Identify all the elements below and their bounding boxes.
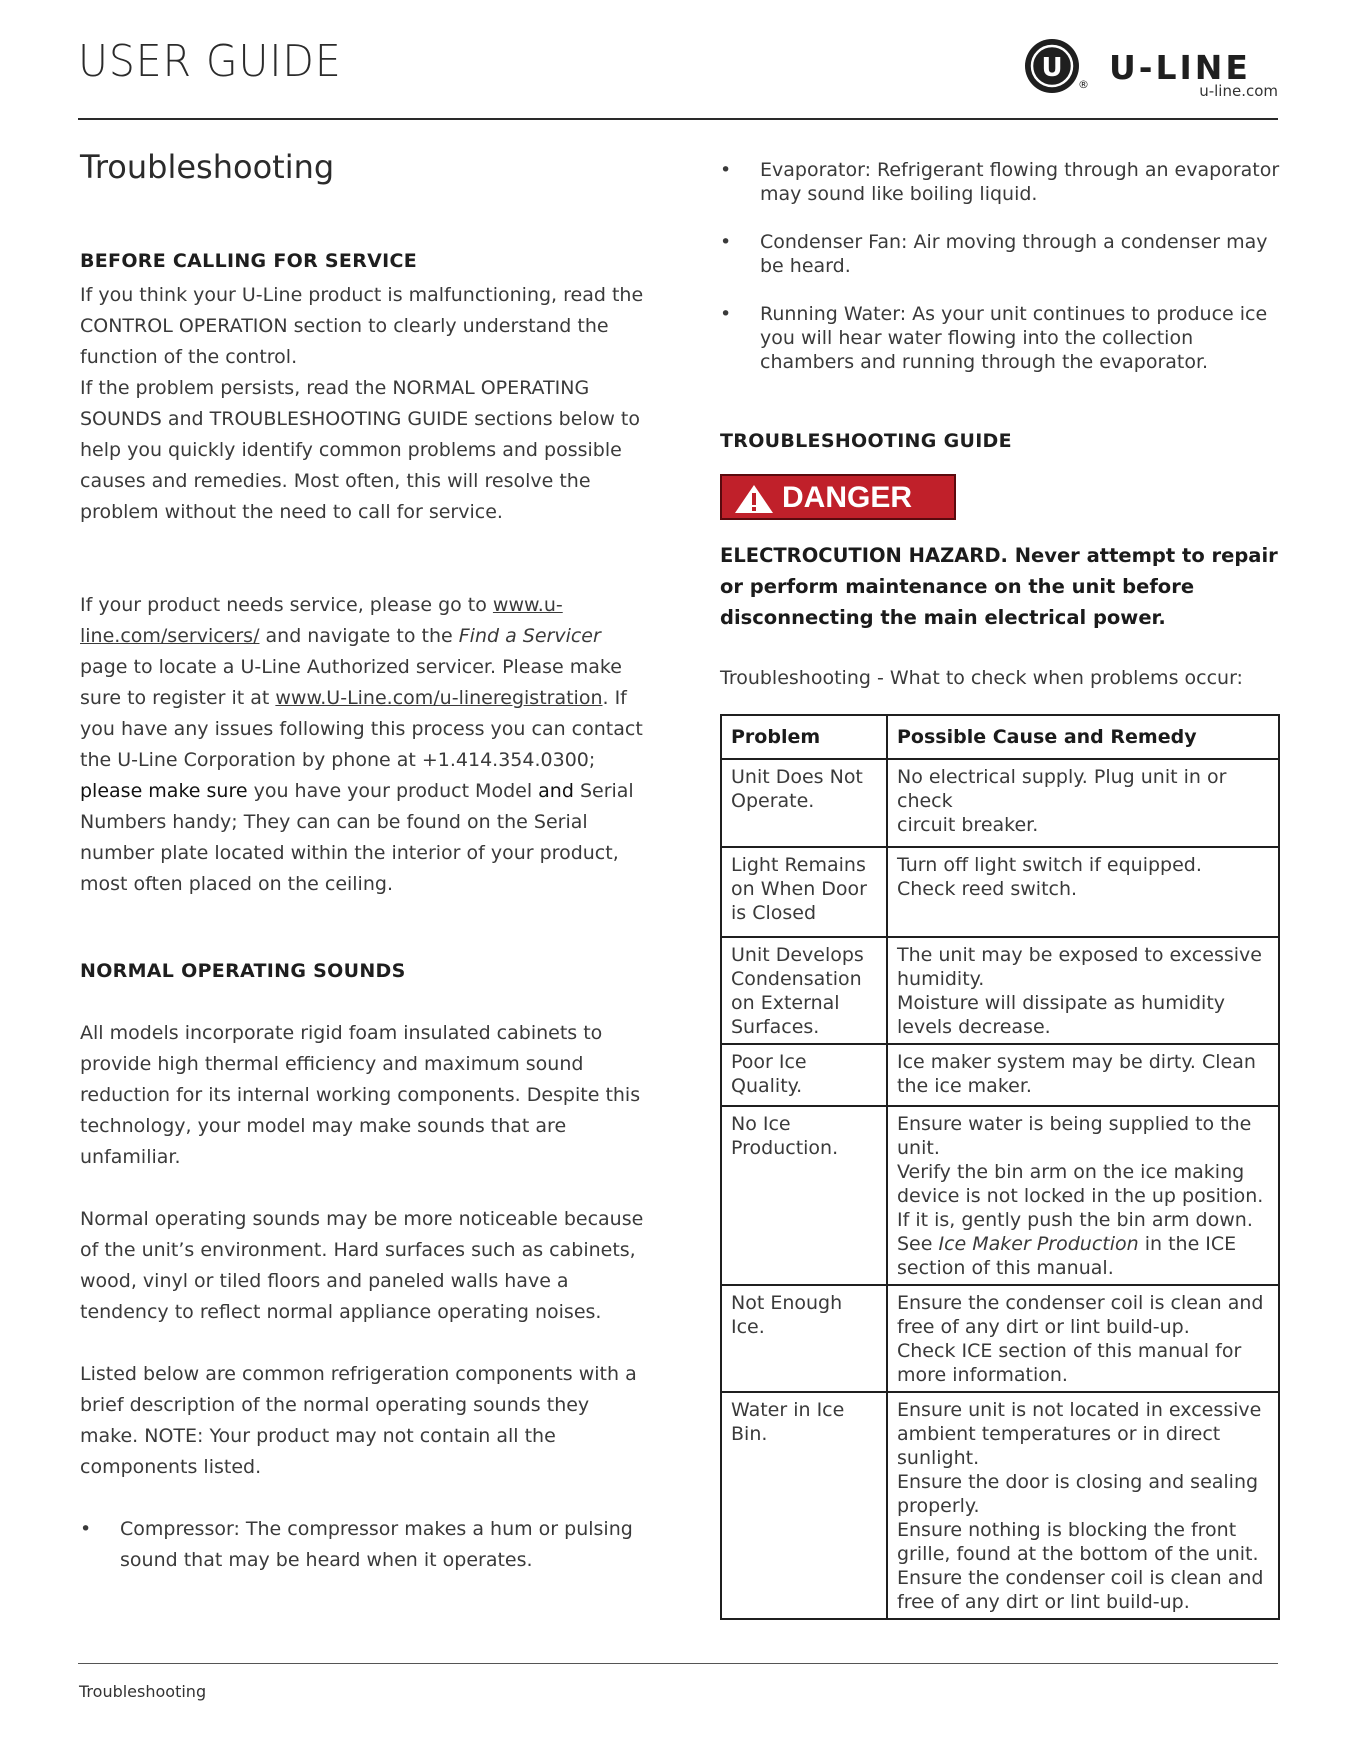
brand-logo bbox=[1024, 36, 1278, 106]
problem-cell: Poor Ice Quality. bbox=[721, 1044, 887, 1106]
table-row bbox=[721, 1392, 1279, 1619]
sounds-para-3: Listed below are common refrigeration components with a brief description of the normal operating sounds they make. NOTE: Your product may not contain all the components listed. bbox=[80, 1363, 637, 1478]
left-column bbox=[80, 148, 650, 1576]
guide-intro: Troubleshooting - What to check when problems occur: bbox=[720, 667, 1243, 689]
footer-divider bbox=[78, 1663, 1278, 1664]
sounds-para-1: All models incorporate rigid foam insulated cabinets to provide high thermal efficiency and maximum sound reduction for its internal working components. Despite this technology, your model may make sounds that are unfamiliar. bbox=[80, 1022, 641, 1168]
hazard-warning: ELECTROCUTION HAZARD. Never attempt to repair or perform maintenance on the unit before disconnecting the main electrical power. bbox=[720, 544, 1278, 629]
remedy-cell: Ensure unit is not located in excessive ambient temperatures or in direct sunlight. Ensure the door is closing and sealing properly. Ensure nothing is blocking the front grille, found at the bottom of the unit. Ensure the condenser coil is clean and free of any dirt or lint build-up. bbox=[887, 1392, 1279, 1619]
danger-text: DANGER bbox=[782, 481, 913, 514]
page-title: Troubleshooting bbox=[80, 148, 335, 186]
bullet-icon: • bbox=[720, 231, 732, 253]
before-service-para-1: If you think your U-Line product is malfunctioning, read the CONTROL OPERATION section to clearly understand the function of the control. bbox=[80, 284, 644, 368]
remedy-cell: Turn off light switch if equipped. Check reed switch. bbox=[887, 847, 1279, 937]
problem-cell: Not Enough Ice. bbox=[721, 1285, 887, 1392]
list-item: • Running Water: As your unit continues to produce ice you will hear water flowing into the collection chambers and running through the evaporator. bbox=[720, 303, 1268, 373]
problem-cell: Unit Does Not Operate. bbox=[721, 759, 887, 847]
sounds-heading: NORMAL OPERATING SOUNDS bbox=[80, 960, 406, 982]
table-row bbox=[721, 759, 1279, 847]
remedy-cell: Ensure the condenser coil is clean and free of any dirt or lint build-up. Check ICE section of this manual for more information. bbox=[887, 1285, 1279, 1392]
right-column bbox=[720, 158, 1280, 1620]
brand-url: u-line.com bbox=[1199, 82, 1278, 100]
troubleshooting-table bbox=[720, 714, 1280, 1620]
guide-heading: TROUBLESHOOTING GUIDE bbox=[720, 430, 1012, 452]
table-header-row bbox=[721, 715, 1279, 759]
before-service-heading: BEFORE CALLING FOR SERVICE bbox=[80, 250, 418, 272]
footer-label: Troubleshooting bbox=[79, 1682, 207, 1701]
registered-mark: ® bbox=[1078, 78, 1089, 91]
before-service-para-2: If the problem persists, read the NORMAL OPERATING SOUNDS and TROUBLESHOOTING GUIDE sections below to help you quickly identify common problems and possible causes and remedies. Most often, this will resolve the problem without the need to call for service. bbox=[80, 377, 640, 523]
list-item: • Evaporator: Refrigerant flowing through an evaporator may sound like boiling liquid. bbox=[720, 159, 1280, 205]
column-header-problem: Problem bbox=[721, 715, 887, 759]
column-header-remedy: Possible Cause and Remedy bbox=[887, 715, 1279, 759]
bullet-icon: • bbox=[720, 159, 732, 181]
registration-link[interactable]: www.U-Line.com/u-lineregistration bbox=[275, 687, 603, 709]
problem-cell: Light Remains on When Door is Closed bbox=[721, 847, 887, 937]
table-row bbox=[721, 1044, 1279, 1106]
u-line-logo-icon bbox=[1024, 38, 1080, 94]
bullet-icon: • bbox=[80, 1518, 92, 1540]
remedy-cell: No electrical supply. Plug unit in or check circuit breaker. bbox=[887, 759, 1279, 847]
sounds-para-2: Normal operating sounds may be more noticeable because of the unit’s environment. Hard surfaces such as cabinets, wood, vinyl or tiled floors and paneled walls have a tendency to reflect normal appliance operating noises. bbox=[80, 1208, 644, 1323]
service-paragraph: If your product needs service, please go to www.u-line.com/servicers/ and navigate to the Find a Servicer page to locate a U-Line Authorized servicer. Please make sure to register it at www.U-Line.com/u-lineregistration. If you have any issues following this process you can contact the U-Line Corporation by phone at +1.414.354.0300; please make sure you have your product Model and Serial Numbers handy; They can can be found on the Serial number plate located within the interior of your product, most often placed on the ceiling. bbox=[80, 594, 643, 895]
servicers-link[interactable]: www.u-line.com/servicers/ bbox=[80, 594, 563, 647]
problem-cell: Unit Develops Condensation on External Surfaces. bbox=[721, 937, 887, 1044]
list-item: • Condenser Fan: Air moving through a condenser may be heard. bbox=[720, 231, 1268, 277]
remedy-cell: The unit may be exposed to excessive humidity. Moisture will dissipate as humidity levels decrease. bbox=[887, 937, 1279, 1044]
table-row bbox=[721, 1106, 1279, 1285]
problem-cell: Water in Ice Bin. bbox=[721, 1392, 887, 1619]
danger-label bbox=[720, 474, 956, 520]
bullet-icon: • bbox=[720, 303, 732, 325]
table-row bbox=[721, 847, 1279, 937]
problem-cell: No Ice Production. bbox=[721, 1106, 887, 1285]
remedy-cell: Ensure water is being supplied to the unit. Verify the bin arm on the ice making device is not locked in the up position. If it is, gently push the bin arm down. See Ice Maker Production in the ICE section of this manual. bbox=[887, 1106, 1279, 1285]
brand-wordmark: U-LINE bbox=[1109, 48, 1251, 87]
header-title: USER GUIDE bbox=[78, 36, 342, 87]
warning-icon bbox=[734, 484, 774, 514]
header-divider bbox=[78, 118, 1278, 120]
remedy-cell: Ice maker system may be dirty. Clean the ice maker. bbox=[887, 1044, 1279, 1106]
list-item: • Compressor: The compressor makes a hum or pulsing sound that may be heard when it operates. bbox=[80, 1514, 650, 1576]
table-row bbox=[721, 937, 1279, 1044]
logo-mark-letter: U bbox=[1041, 53, 1063, 83]
table-row bbox=[721, 1285, 1279, 1392]
